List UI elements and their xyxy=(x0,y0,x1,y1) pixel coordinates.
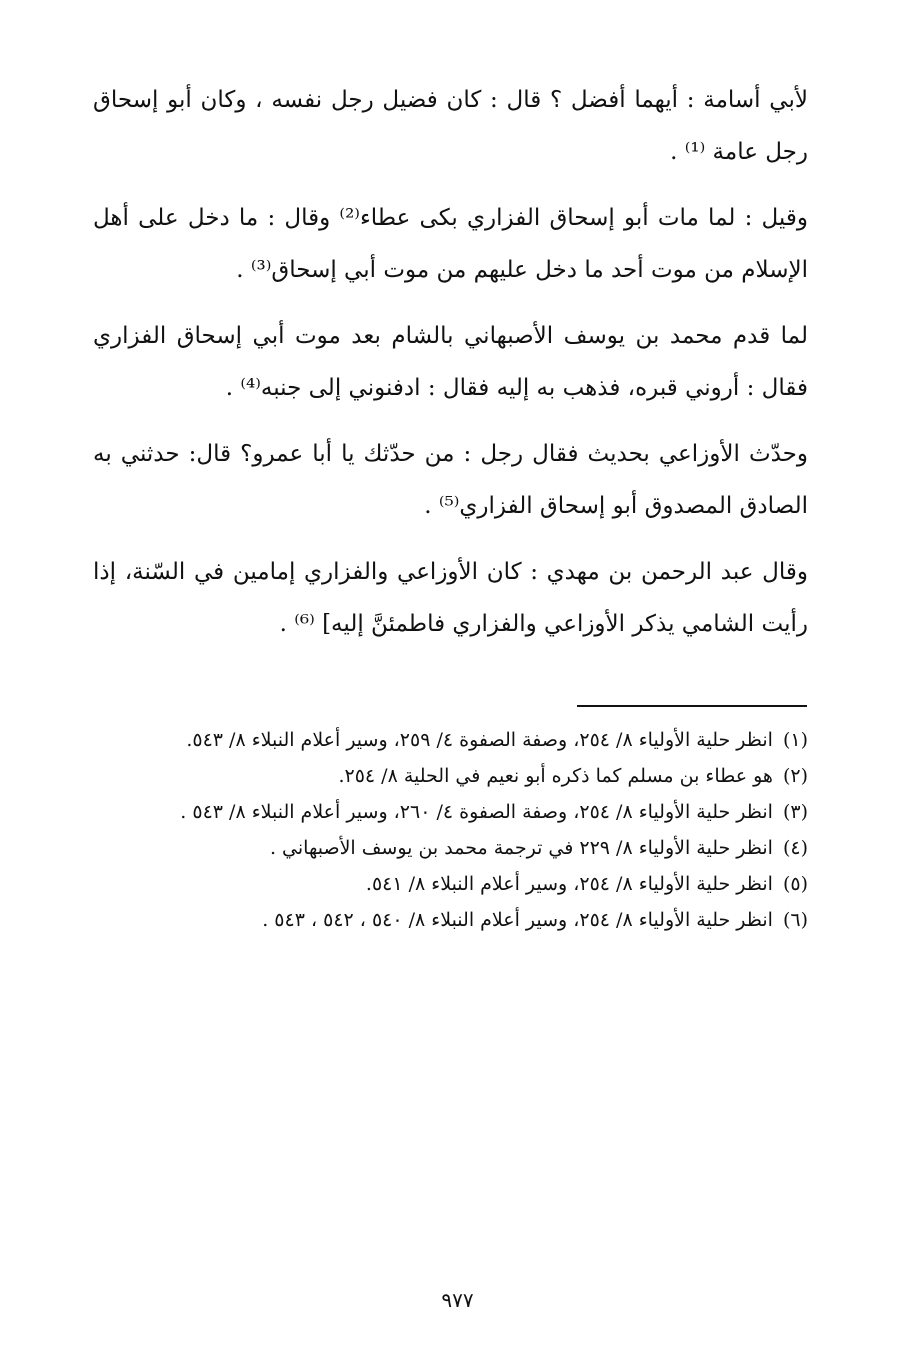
footnote-divider xyxy=(577,705,807,707)
footnote-text: انظر حلية الأولياء ٨/ ٢٥٤، وصفة الصفوة ٤/ ٢٦٠، وسير أعلام النبلاء ٨/ ٥٤٣ . xyxy=(180,801,773,823)
footnote-text: انظر حلية الأولياء ٨/ ٢٥٤، وسير أعلام النبلاء ٨/ ٥٤١. xyxy=(365,873,773,895)
footnotes xyxy=(93,722,808,938)
paragraph: لأبي أسامة : أيهما أفضل ؟ قال : كان فضيل رجل نفسه ، وكان أبو إسحاق رجل عامة ⁽¹⁾ . xyxy=(93,87,808,165)
footnote-text: انظر حلية الأولياء ٨/ ٢٢٩ في ترجمة محمد بن يوسف الأصبهاني . xyxy=(269,837,773,859)
footnote xyxy=(93,866,808,902)
paragraph: وحدّث الأوزاعي بحديث فقال رجل : من حدّثك يا أبا عمرو؟ قال: حدثني به الصادق المصدوق أبو إسحاق الفزاري⁽⁵⁾ . xyxy=(93,441,808,519)
footnote-text: انظر حلية الأولياء ٨/ ٢٥٤، وصفة الصفوة ٤/ ٢٥٩، وسير أعلام النبلاء ٨/ ٥٤٣. xyxy=(186,729,773,751)
footnote xyxy=(93,722,808,758)
footnote-number: (٦) xyxy=(782,909,808,931)
footnote xyxy=(93,902,808,938)
footnote xyxy=(93,758,808,794)
page-number: ٩٧٧ xyxy=(441,1288,474,1312)
paragraph: وقال عبد الرحمن بن مهدي : كان الأوزاعي والفزاري إمامين في السّنة، إذا رأيت الشامي يذكر الأوزاعي والفزاري فاطمئنَّ إليه] ⁽⁶⁾ . xyxy=(93,559,808,637)
paragraph: لما قدم محمد بن يوسف الأصبهاني بالشام بعد موت أبي إسحاق الفزاري فقال : أروني قبره، فذهب به إليه فقال : ادفنوني إلى جنبه⁽⁴⁾ . xyxy=(93,323,808,401)
paragraph: وقيل : لما مات أبو إسحاق الفزاري بكى عطاء⁽²⁾ وقال : ما دخل على أهل الإسلام من موت أحد ما دخل عليهم من موت أبي إسحاق⁽³⁾ . xyxy=(93,205,808,283)
footnote-number: (٥) xyxy=(782,873,808,895)
footnote-number: (٣) xyxy=(782,801,808,823)
footnote-text: انظر حلية الأولياء ٨/ ٢٥٤، وسير أعلام النبلاء ٨/ ٥٤٠ ، ٥٤٢ ، ٥٤٣ . xyxy=(262,909,773,931)
footnote-number: (١) xyxy=(782,729,808,751)
footnote-text: هو عطاء بن مسلم كما ذكره أبو نعيم في الحلية ٨/ ٢٥٤. xyxy=(338,765,773,787)
footnote xyxy=(93,830,808,866)
footnote-number: (٤) xyxy=(782,837,808,859)
main-text xyxy=(93,74,808,664)
footnote xyxy=(93,794,808,830)
footnote-number: (٢) xyxy=(782,765,808,787)
